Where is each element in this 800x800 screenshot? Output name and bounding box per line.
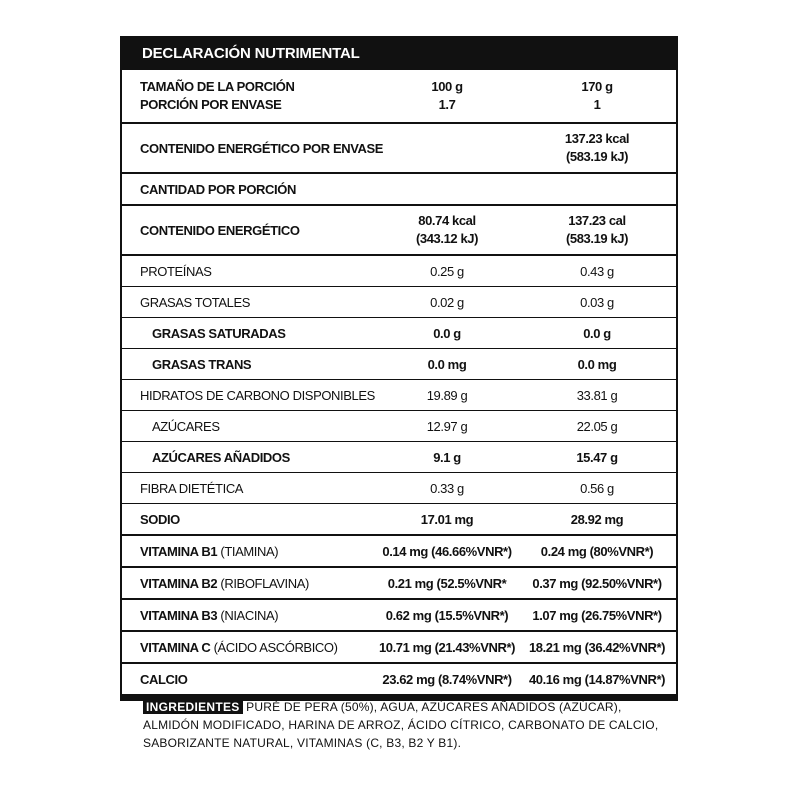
energy-per-pack-kcal: 137.23 kcal [564,131,630,146]
nutrient-row-carbohydrates [122,380,676,411]
table-title: DECLARACIÓN NUTRIMENTAL [122,38,676,70]
nutrient-value-a: 0.25 g [430,263,464,279]
nutrient-label: SODIO [140,511,180,527]
nutrient-value-a: 9.1 g [433,449,461,465]
vitamin-value-a: 23.62 mg (8.74%VNR*) [382,671,512,687]
nutrient-value-a: 12.97 g [426,418,468,434]
vitamin-value-b: 0.24 mg (80%VNR*) [540,543,654,559]
energy-row [122,206,676,256]
nutrient-value-b: 0.0 mg [577,356,617,372]
nutrient-row-sodium [122,504,676,536]
nutrient-value-a: 0.33 g [430,480,464,496]
nutrient-row-sugars [122,411,676,442]
nutrient-label: AZÚCARES AÑADIDOS [152,449,290,465]
vitamin-label [122,640,376,655]
mineral-row-calcium [122,664,676,694]
nutrition-facts-table [120,36,678,701]
nutrient-row-fiber [122,473,676,504]
energy-label: CONTENIDO ENERGÉTICO [140,222,300,238]
nutrient-value-a: 17.01 mg [420,511,474,527]
nutrient-row-added-sugars [122,442,676,473]
energy-col-a [376,212,518,248]
energy-a-kj: (343.12 kJ) [415,231,479,246]
per-portion-label: CANTIDAD POR PORCIÓN [140,181,296,197]
vitamin-value-a: 0.21 mg (52.5%VNR* [387,575,507,591]
nutrient-value-a: 0.0 mg [427,356,467,372]
nutrient-label: PROTEÍNAS [140,263,212,279]
energy-col-b [518,212,676,248]
serving-labels [122,78,376,114]
per-pack-label: PORCIÓN POR ENVASE [140,97,282,112]
vitamin-value-b: 40.16 mg (14.87%VNR*) [528,671,666,687]
vitamin-row-b2 [122,568,676,600]
nutrient-label: GRASAS SATURADAS [152,325,286,341]
nutrient-row-trans-fat [122,349,676,380]
vitamin-row-c [122,632,676,664]
nutrient-label: HIDRATOS DE CARBONO DISPONIBLES [140,387,375,403]
nutrient-label: FIBRA DIETÉTICA [140,480,244,496]
energy-per-pack-kj: (583.19 kJ) [565,149,629,164]
energy-per-pack-row [122,124,676,174]
serving-col-a [376,78,518,114]
nutrient-value-a: 0.0 g [433,325,461,341]
vitamin-subname: (RIBOFLAVINA) [217,575,309,591]
vitamin-value-a: 10.71 mg (21.43%VNR*) [378,639,516,655]
vitamin-row-b1 [122,536,676,568]
nutrient-row-saturated-fat [122,318,676,349]
vitamin-label [122,608,376,623]
energy-b-kj: (583.19 kJ) [565,231,629,246]
vitamin-subname: (ÁCIDO ASCÓRBICO) [210,639,338,655]
vitamin-name: CALCIO [140,671,188,687]
vitamin-value-a: 0.14 mg (46.66%VNR*) [382,543,512,559]
serving-size-b: 170 g [581,79,613,94]
serving-size-label: TAMAÑO DE LA PORCIÓN [140,79,295,94]
serving-row [122,70,676,124]
nutrient-value-b: 28.92 mg [570,511,624,527]
per-portion-row [122,174,676,206]
nutrient-value-b: 0.03 g [580,294,614,310]
vitamin-label [122,672,376,687]
serving-size-a: 100 g [431,79,463,94]
nutrient-value-a: 0.02 g [430,294,464,310]
energy-per-pack-label: CONTENIDO ENERGÉTICO POR ENVASE [140,140,384,156]
energy-per-pack-values [518,130,676,166]
nutrient-value-b: 15.47 g [576,449,618,465]
nutrient-value-b: 0.0 g [583,325,611,341]
vitamin-value-a: 0.62 mg (15.5%VNR*) [385,607,509,623]
nutrient-label: GRASAS TOTALES [140,294,250,310]
vitamin-name: VITAMINA B2 [140,575,218,591]
nutrient-value-b: 0.56 g [580,480,614,496]
vitamin-value-b: 0.37 mg (92.50%VNR*) [532,575,662,591]
vitamin-value-b: 1.07 mg (26.75%VNR*) [532,607,662,623]
vitamin-subname: (NIACINA) [217,607,279,623]
nutrient-value-a: 19.89 g [426,387,468,403]
ingredients-label: INGREDIENTES [143,700,243,714]
nutrient-value-b: 33.81 g [576,387,618,403]
vitamin-subname: (TIAMINA) [217,543,279,559]
energy-a-kcal: 80.74 kcal [418,213,476,228]
ingredients-block [143,698,663,752]
serving-col-b [518,78,676,114]
vitamin-value-b: 18.21 mg (36.42%VNR*) [528,639,666,655]
vitamin-name: VITAMINA C [140,639,211,655]
vitamin-row-b3 [122,600,676,632]
nutrient-value-b: 0.43 g [580,263,614,279]
nutrient-label: AZÚCARES [152,418,220,434]
vitamin-name: VITAMINA B3 [140,607,218,623]
nutrient-row-total-fat [122,287,676,318]
vitamin-label [122,576,376,591]
vitamin-name: VITAMINA B1 [140,543,218,559]
nutrient-row-proteins [122,256,676,287]
nutrient-label: GRASAS TRANS [152,356,252,372]
energy-b-kcal: 137.23 cal [568,213,626,228]
vitamin-label [122,544,376,559]
ingredients-text: PURÉ DE PERA (50%), AGUA, AZÚCARES AÑADIDOS (AZÚCAR), ALMIDÓN MODIFICADO, HARINA DE ARROZ, ÁCIDO CÍTRICO, CARBONATO DE CALCIO, SABORIZANTE NATURAL, VITAMINAS (C, B3, B2 Y B1). [143,700,659,750]
per-pack-a: 1.7 [438,97,456,112]
nutrient-value-b: 22.05 g [576,418,618,434]
per-pack-b: 1 [593,97,601,112]
